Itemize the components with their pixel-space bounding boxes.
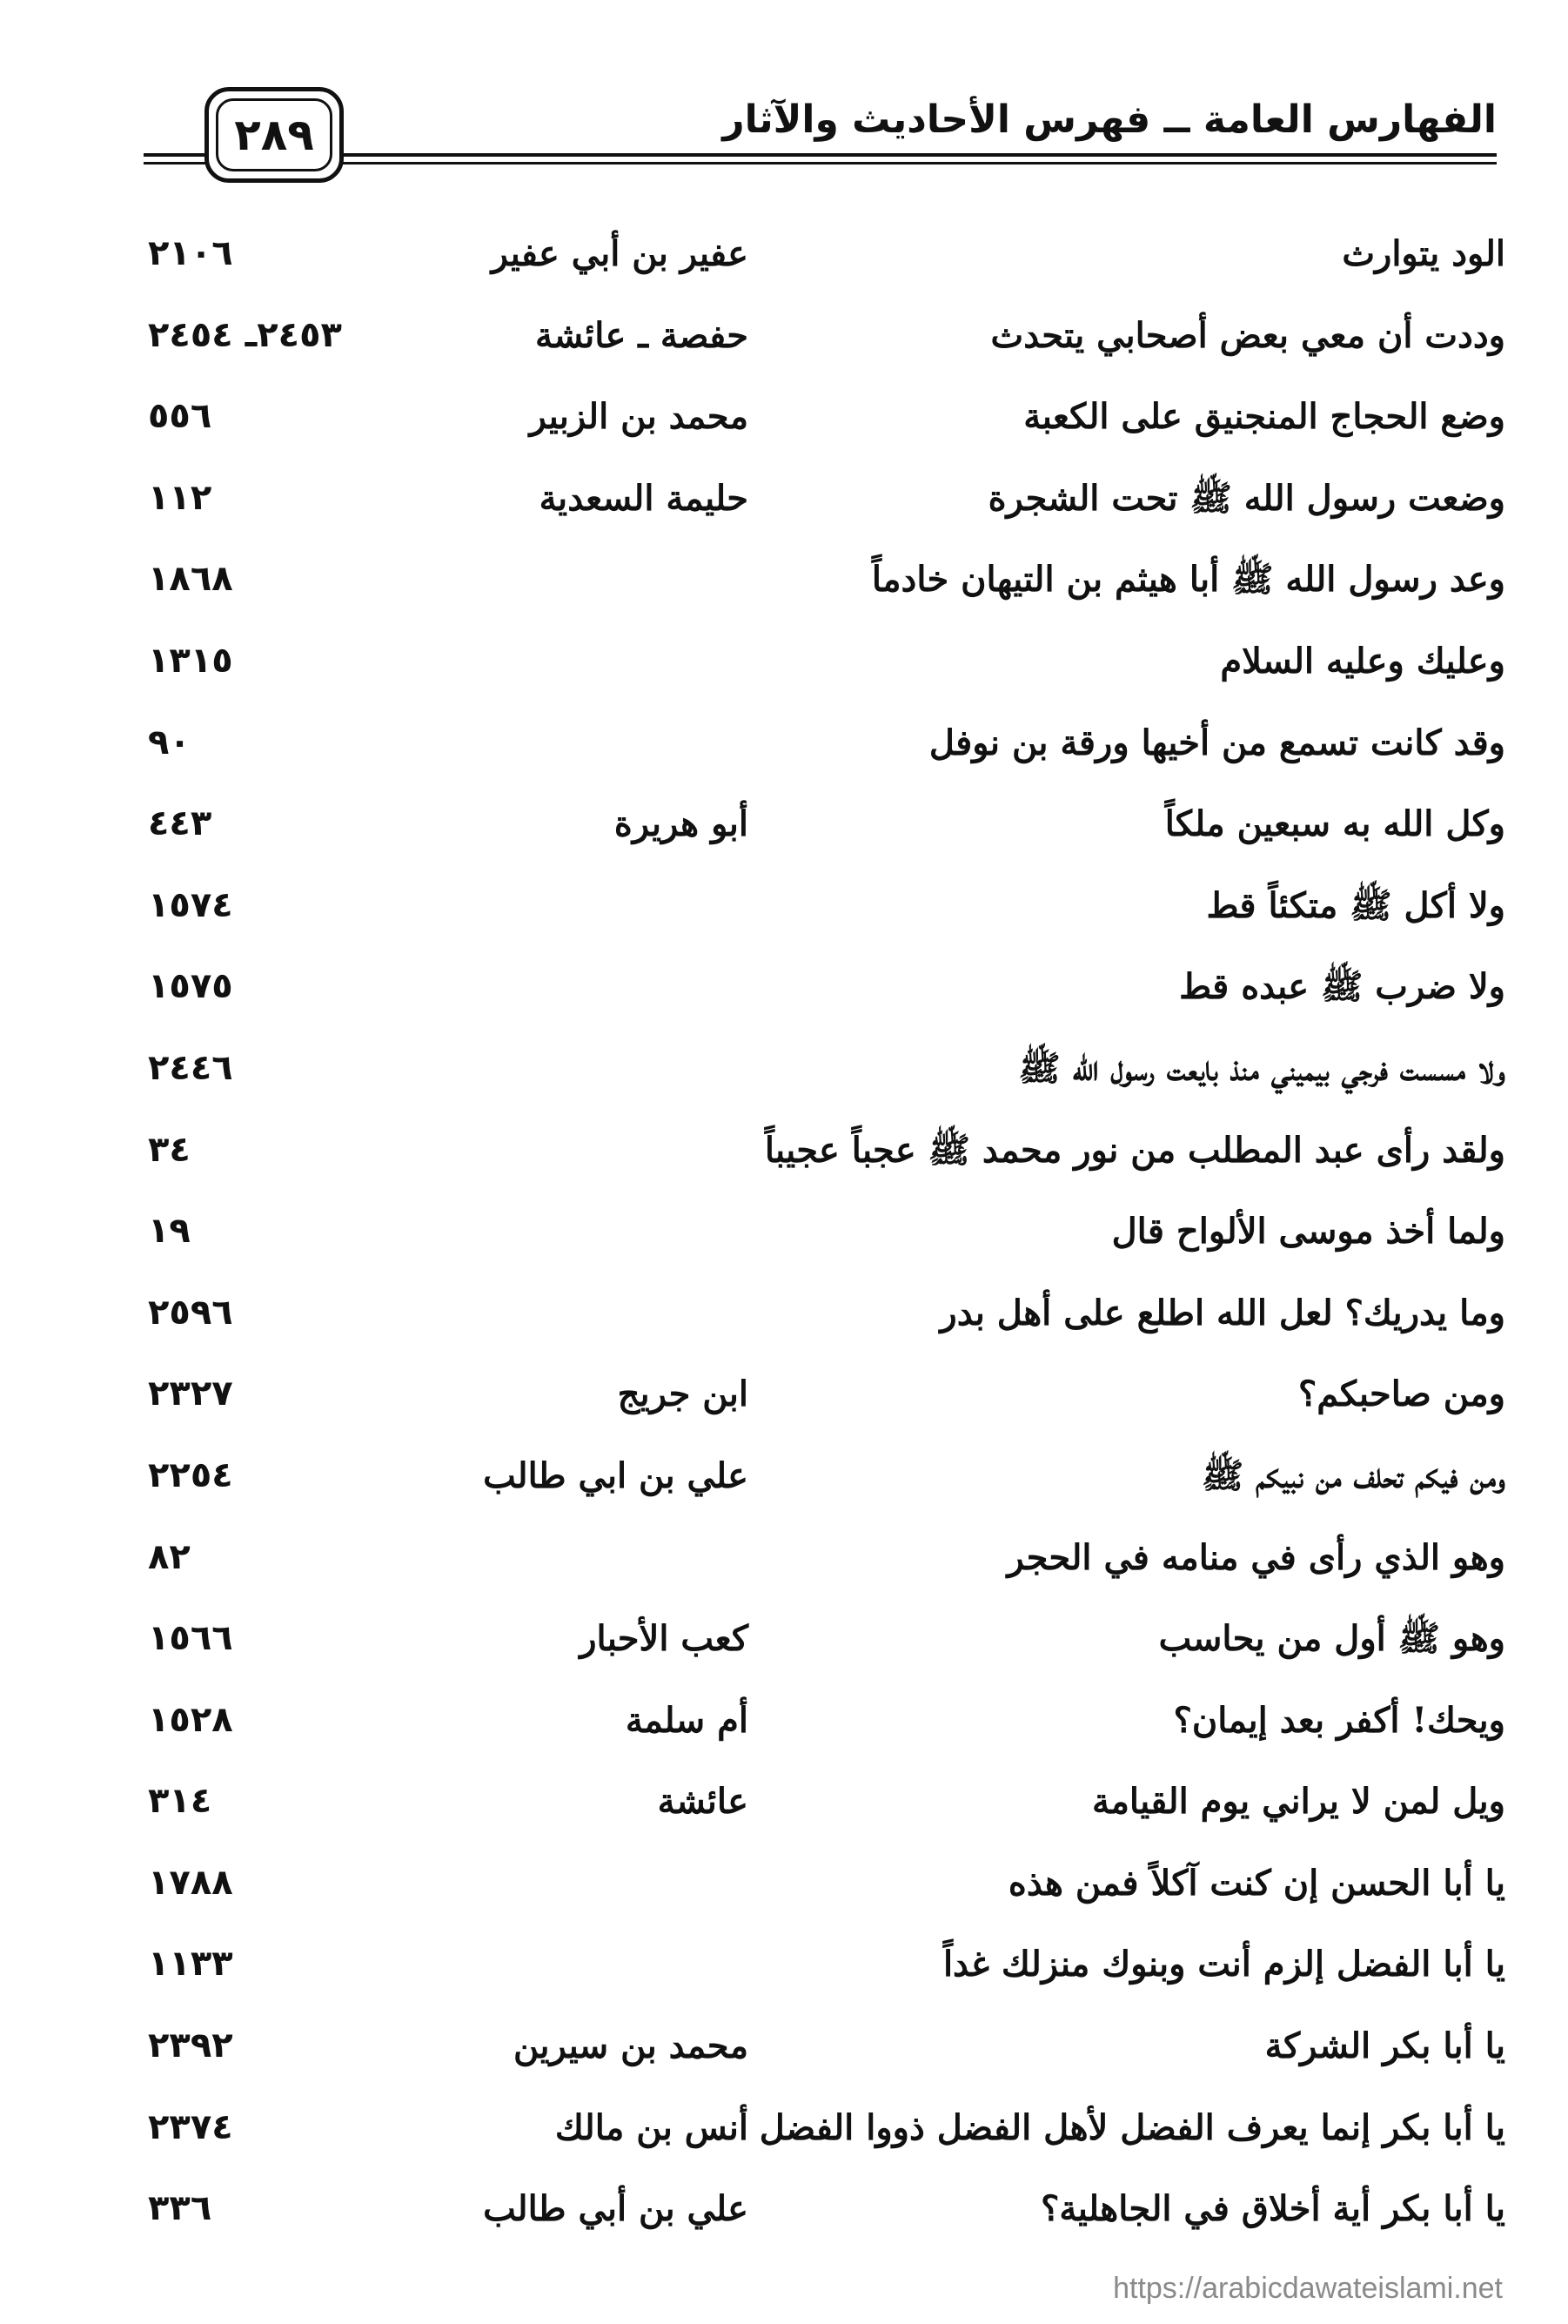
index-row — [139, 295, 1505, 377]
narrator: عائشة — [657, 1781, 748, 1823]
narrator: كعب الأحبار — [580, 1618, 748, 1660]
index-row — [139, 1517, 1505, 1599]
hadith-number: ٣٣٦ — [148, 2188, 212, 2229]
hadith-text: الود يتوارث — [1342, 233, 1505, 274]
hadith-text: ويل لمن لا يراني يوم القيامة — [1092, 1781, 1505, 1823]
hadith-text: وكل الله به سبعين ملكاً — [1164, 803, 1505, 845]
hadith-text: يا أبا الحسن إن كنت آكلاً فمن هذه — [1008, 1862, 1505, 1904]
hadith-number: ٩٠ — [148, 722, 191, 762]
hadith-number: ٢٤٥٣ـ ٢٤٥٤ — [148, 314, 342, 355]
hadith-number: ١٥٧٥ — [148, 966, 233, 1007]
hadith-number: ٨٢ — [148, 1536, 191, 1577]
hadith-text: ولا أكل ﷺ متكئاً قط — [1206, 884, 1505, 926]
index-row — [139, 1110, 1505, 1192]
hadith-text: وضعت رسول الله ﷺ تحت الشجرة — [988, 477, 1505, 519]
header-rule-bottom — [144, 162, 1497, 165]
narrator: عفير بن أبي عفير — [491, 233, 748, 274]
narrator: علي بن ابي طالب — [483, 1454, 748, 1496]
hadith-text: وددت أن معي بعض أصحابي يتحدث — [990, 314, 1505, 356]
hadith-number: ١٩ — [148, 1211, 191, 1252]
hadith-text: ومن فيكم تحلف من نبيكم ﷺ — [1201, 1454, 1505, 1496]
hadith-text: يا أبا بكر إنما يعرف الفضل لأهل الفضل ذووا الفضل — [759, 2106, 1505, 2148]
hadith-text: ولا ضرب ﷺ عبده قط — [1179, 966, 1505, 1008]
hadith-text: يا أبا بكر الشركة — [1264, 2025, 1505, 2067]
hadith-text: وضع الحجاج المنجنيق على الكعبة — [1023, 396, 1505, 438]
hadith-text: وعليك وعليه السلام — [1220, 640, 1505, 682]
index-row — [139, 1191, 1505, 1273]
hadith-number: ٢٣٩٢ — [148, 2025, 233, 2066]
watermark-url: https://arabicdawateislami.net — [1113, 2272, 1503, 2305]
index-row — [139, 946, 1505, 1028]
narrator: محمد بن الزبير — [529, 396, 748, 438]
page-number-frame — [204, 87, 344, 183]
hadith-number: ٤٤٣ — [148, 803, 212, 844]
hadith-text: وهو ﷺ أول من يحاسب — [1158, 1618, 1505, 1660]
narrator: ابن جريج — [617, 1374, 748, 1415]
narrator: محمد بن سيرين — [513, 2025, 748, 2067]
hadith-number: ٢١٠٦ — [148, 233, 233, 273]
hadith-text: ولقد رأى عبد المطلب من نور محمد ﷺ عجباً عجيباً — [764, 1129, 1505, 1171]
header-rule-top — [144, 153, 1497, 157]
hadith-number: ١٨٦٨ — [148, 559, 233, 600]
narrator: أنس بن مالك — [554, 2106, 748, 2148]
hadith-number: ١٣١٥ — [148, 640, 233, 681]
index-row — [139, 2087, 1505, 2169]
index-row — [139, 1843, 1505, 1924]
narrator: علي بن أبي طالب — [483, 2188, 748, 2230]
index-row — [139, 539, 1505, 621]
hadith-number: ٣١٤ — [148, 1781, 212, 1822]
hadith-text: ويحك! أكفر بعد إيمان؟ — [1173, 1699, 1505, 1741]
index-row — [139, 458, 1505, 540]
hadith-text: وعد رسول الله ﷺ أبا هيثم بن التيهان خادماً — [871, 559, 1505, 601]
hadith-text: يا أبا الفضل إلزم أنت وبنوك منزلك غداً — [942, 1944, 1505, 1985]
hadith-number: ١٧٨٨ — [148, 1862, 233, 1903]
hadith-number: ٢٢٥٤ — [148, 1454, 233, 1495]
index-row — [139, 1028, 1505, 1110]
index-row — [139, 1924, 1505, 2005]
hadith-number: ٢٣٧٤ — [148, 2106, 233, 2147]
narrator: حليمة السعدية — [539, 477, 748, 519]
narrator: أم سلمة — [625, 1699, 748, 1741]
index-row — [139, 2168, 1505, 2250]
narrator: حفصة ـ عائشة — [535, 314, 748, 356]
hadith-number: ٢٥٩٦ — [148, 1292, 233, 1333]
running-title: الفهارس العامة ــ فهرس الأحاديث والآثار — [722, 97, 1497, 142]
page-number: ٢٨٩ — [216, 98, 332, 171]
index-row — [139, 1598, 1505, 1680]
index-row — [139, 865, 1505, 947]
index-row — [139, 621, 1505, 702]
hadith-number: ١١٢ — [148, 477, 212, 518]
hadith-number: ٣٤ — [148, 1129, 191, 1170]
hadith-number: ١٥٦٦ — [148, 1618, 233, 1659]
index-table — [139, 213, 1505, 2250]
page-header — [144, 87, 1497, 183]
hadith-text: وهو الذي رأى في منامه في الحجر — [1007, 1536, 1505, 1578]
hadith-text: يا أبا بكر أية أخلاق في الجاهلية؟ — [1041, 2188, 1505, 2230]
hadith-number: ١٥٧٤ — [148, 884, 233, 925]
index-row — [139, 1680, 1505, 1762]
index-row — [139, 1761, 1505, 1843]
index-row — [139, 1435, 1505, 1517]
index-row — [139, 783, 1505, 865]
hadith-text: ولا مسست فرجي بيميني منذ بايعت رسول الله ﷺ — [1018, 1047, 1505, 1089]
index-row — [139, 213, 1505, 295]
index-row — [139, 702, 1505, 784]
hadith-text: وما يدريك؟ لعل الله اطلع على أهل بدر — [940, 1292, 1505, 1333]
hadith-text: ولما أخذ موسى الألواح قال — [1111, 1211, 1505, 1253]
index-row — [139, 376, 1505, 458]
hadith-text: وقد كانت تسمع من أخيها ورقة بن نوفل — [928, 722, 1505, 763]
hadith-number: ١١٣٣ — [148, 1944, 233, 1985]
hadith-text: ومن صاحبكم؟ — [1297, 1374, 1505, 1415]
index-row — [139, 2005, 1505, 2087]
index-row — [139, 1273, 1505, 1354]
hadith-number: ١٥٢٨ — [148, 1699, 233, 1740]
index-row — [139, 1353, 1505, 1435]
hadith-number: ٢٣٢٧ — [148, 1374, 233, 1414]
hadith-number: ٢٤٤٦ — [148, 1047, 233, 1088]
narrator: أبو هريرة — [613, 803, 748, 845]
hadith-number: ٥٥٦ — [148, 396, 212, 437]
